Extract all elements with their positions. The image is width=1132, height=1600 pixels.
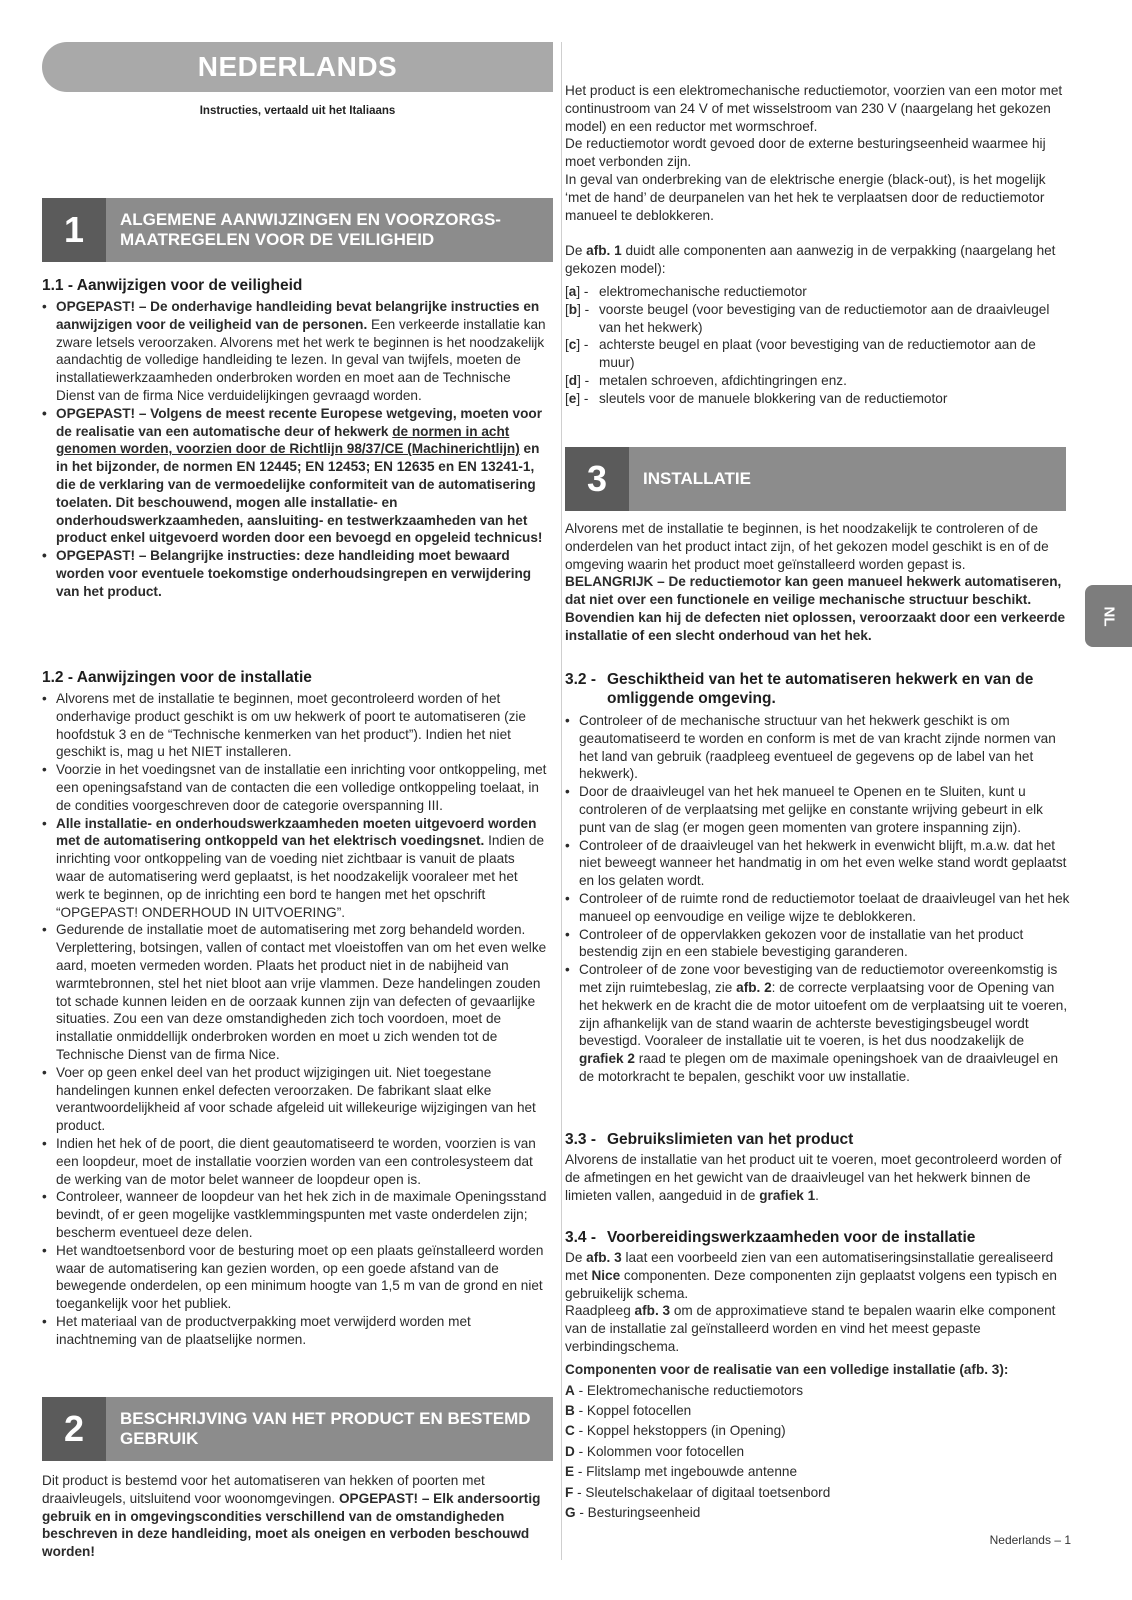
list-item: • Controleer of de mechanische structuur van het hekwerk geschikt is om geautomatiseerd te worden en conform is met de van kracht zijnde normen van het land van gebruik (raadpleeg eventueel de gegevens op de label van het hekwerk). [565,712,1070,783]
parts-key: [e] - [565,390,589,406]
chapter-number: 1 [42,198,106,262]
section-heading: 3.2 - Geschiktheid van het te automatiseren hekwerk en van de omliggende omgeving. [565,671,1034,707]
parts-text: metalen schroeven, afdichtingringen enz. [599,372,847,388]
component-item: G - Besturingseenheid [565,1505,701,1521]
chapter-3-header [565,447,1066,511]
list-item: • OPGEPAST! – Belangrijke instructies: deze handleiding moet bewaard worden voor eventuele toekomstige onderhoudsingrepen en verwijdering van het product. [42,547,547,600]
language-side-tab: NL [1085,585,1132,647]
chapter-1-header [42,198,553,262]
component-key: E [565,1464,575,1480]
list-item: • Het materiaal van de productverpakking moet verwijderd worden met inachtneming van de plaatselijke normen. [42,1313,547,1349]
chapter-number: 2 [42,1397,106,1461]
component-item: A - Elektromechanische reductiemotors [565,1382,804,1398]
section-3-2 [565,670,1070,1086]
column-separator [561,42,562,1560]
parts-key: [d] - [565,372,590,388]
component-key: A [565,1382,575,1398]
parts-key: [b] - [565,301,590,317]
chapter-2-header [42,1397,553,1461]
section-1-2 [42,668,547,1348]
list-item: • Controleer of de zone voor bevestiging van de reductiemotor overeenkomstig is met zijn ruimtebeslag, zie afb. 2: de correcte verplaatsing voor de Opening van het hekwerk en de kracht die de motor uitoefent om de verplaatsing uit te voeren, zijn afhankelijk van de stand waarin de achterste bevestigingsbeugel wordt bevestigd. Vooraleer de installatie uit te voeren, is het dus noodzakelijk de grafiek 2 raad te plegen om de maximale openingshoek van de draaivleugel en de motorkracht te bepalen, geschikt voor uw installatie. [565,961,1070,1086]
chapter-title: ALGEMENE AANWIJZINGEN EN VOORZORGSMAATREGELEN VOOR DE VEILIGHEID [120,210,501,249]
component-text: Besturingseenheid [587,1505,701,1521]
section-3-3 [565,1130,1070,1204]
parts-text: voorste beugel (voor bevestiging van de reductiemotor aan de draaivleugel van het hekwerk) [599,301,1050,335]
list-item: • OPGEPAST! – Volgens de meest recente Europese wetgeving, moeten voor de realisatie van een automatische deur of hekwerk de normen in acht genomen worden, voorzien door de Richtlijn 98/37/CE (Machinerichtlijn) en in het bijzonder, de normen EN 12445; EN 12453; EN 12635 en EN 13241-1, die de verklaring van de vermoedelijke conformiteit van de automatisering toelaten. Dit beschouwend, mogen alle installatie- en onderhoudswerkzaamheden, aansluiting- en testwerkzaamheden van het product enkel uitgevoerd worden door een bevoegd en opgeleid technicus! [42,405,547,547]
parts-item [565,301,1070,337]
parts-text: elektromechanische reductiemotor [599,283,807,299]
chapter-title: INSTALLATIE [643,469,751,488]
component-key: C [565,1423,575,1439]
list-item: • Gedurende de installatie moet de automatisering met zorg behandeld worden. Verplettering, botsingen, vallen of contact met vloeistoffen van om het even welke aard, moeten vermeden worden. Plaats het product niet in de nabijheid van warmtebronnen, stel het niet bloot aan vrije vlammen. Deze handelingen zouden tot schade kunnen leiden en de oorzaak kunnen zijn van defecten of gevaarlijke situaties. Zou een van deze omstandigheden zich toch voordoen, moet de installatie onmiddellijk onderbroken worden en moet u zich wenden tot de Technische Dienst van de firma Nice. [42,921,547,1063]
list-item: • Controleer of de draaivleugel van het hekwerk in evenwicht blijft, m.a.w. dat het niet beweegt wanneer het handmatig in om het even welke stand wordt geplaatst en los gelaten wordt. [565,837,1070,890]
list-item: • Voer op geen enkel deel van het product wijzigingen uit. Niet toegestane handelingen kunnen enkel defecten veroorzaken. De fabrikant slaat elke verantwoordelijkheid af voor schade afgeleid uit willekeurige wijzigingen van het product. [42,1064,547,1135]
list-item: • Alle installatie- en onderhoudswerkzaamheden moeten uitgevoerd worden met de automatisering ontkoppeld van het elektrisch voedingsnet. Indien de inrichting voor ontkoppeling van de voeding niet zichtbaar is vanuit de plaats waar de automatisering werd geplaatst, is het noodzakelijk vooraleer met het werk te beginnen, op de inrichting een bord te hangen met het opschrift “OPGEPAST! ONDERHOUD IN UITVOERING”. [42,815,547,922]
section-heading: 3.3 - Gebruikslimieten van het product [565,1131,854,1148]
component-item: F - Sleutelschakelaar of digitaal toetsenbord [565,1484,831,1500]
paragraph: Dit product is bestemd voor het automatiseren van hekken of poorten met draaivleugels, uitsluitend voor woonomgevingen. OPGEPAST! – Elk andersoortig gebruik en in omgevingscondities verschillend van de omstandigheden beschreven in deze handleiding, moet als oneigen en verboden beschouwd worden! [42,1473,541,1560]
component-text: Koppel hekstoppers (in Opening) [586,1423,786,1439]
components-heading: Componenten voor de realisatie van een volledige installatie (afb. 3): [565,1361,1009,1377]
language-banner [42,42,553,92]
paragraph: De reductiemotor wordt gevoed door de externe besturingseenheid waarmee hij moet verbonden zijn. [565,136,1046,170]
section-3-4 [565,1228,1070,1523]
parts-key: [a] - [565,283,589,299]
section-heading: 3.4 - Voorbereidingswerkzaamheden voor de installatie [565,1229,976,1246]
component-key: F [565,1484,574,1500]
parts-item [565,372,1070,390]
component-item: B - Koppel fotocellen [565,1402,692,1418]
parts-text: achterste beugel en plaat (voor bevestiging van de reductiemotor aan de muur) [599,337,1036,371]
paragraph: In geval van onderbreking van de elektrische energie (black-out), is het mogelijk ‘met de hand’ de deurpanelen van het hek te verplaatsen door de reductiemotor manueel te deblokkeren. [565,171,1046,223]
important-note: BELANGRIJK – De reductiemotor kan geen manueel hekwerk automatiseren, dat niet over een functionele en veilige mechanische structuur beschikt. Bovendien kan hij de defecten niet oplossen, veroorzaakt door een verkeerde installatie of een slecht onderhoud van het hek. [565,574,1066,643]
parts-item [565,390,1070,408]
component-item: C - Koppel hekstoppers (in Opening) [565,1423,786,1439]
list-item: • Controleer of de ruimte rond de reductiemotor toelaat de draaivleugel van het hek manueel op eenvoudige en veilige wijze te deblokkeren. [565,890,1070,926]
component-text: Kolommen voor fotocellen [586,1443,745,1459]
component-key: D [565,1443,575,1459]
parts-key: [c] - [565,337,589,353]
section-heading: 1.2 - Aanwijzingen voor de installatie [42,669,312,686]
paragraph: Het product is een elektromechanische reductiemotor, voorzien van een motor met continustroom van 24 V of met wisselstroom van 230 V (naargelang het gekozen model) en een reductor met wormschroef. [565,83,1063,134]
paragraph: Raadpleeg afb. 3 om de approximatieve stand te bepalen waarin elke component van de installatie zal geïnstalleerd worden en vind het meest gepaste verbindingschema. [565,1303,1056,1354]
page-footer: Nederlands – 1 [989,1533,1071,1547]
component-item: D - Kolommen voor fotocellen [565,1443,745,1459]
list-item: • Controleer, wanneer de loopdeur van het hek zich in de maximale Openingsstand bevindt, of er geen mogelijke vastklemmingspunten met vaste onderdelen zijn; bescherm eventueel deze delen. [42,1188,547,1241]
list-item: • Het wandtoetsenbord voor de besturing moet op een plaats geïnstalleerd worden waar de automatisering kan gezien worden, op een goede afstand van de bewegende onderdelen, op een minimum hoogte van 1,5 m van de grond en niet toegankelijk voor het publiek. [42,1242,547,1313]
paragraph: Alvorens met de installatie te beginnen, is het noodzakelijk te controleren of de onderdelen van het product intact zijn, of het gekozen model geschikt is en of de omgeving waarin het product moet geïnstalleerd worden gepast is. [565,521,1049,572]
section-2-body [565,42,1070,408]
list-item: • Indien het hek of de poort, die dient geautomatiseerd te worden, voorzien is van een loopdeur, moet de installatie voorzien worden van een controlesysteem dat de werking van de motor belet wanneer de loopdeur open is. [42,1135,547,1188]
paragraph: De afb. 3 laat een voorbeeld zien van een automatiseringsinstallatie gerealiseerd met Nice componenten. Deze componenten zijn geplaatst volgens een typisch en gebruikelijk schema. [565,1250,1057,1301]
parts-item [565,283,1070,301]
parts-list [565,283,1070,408]
component-text: Flitslamp met ingebouwde antenne [586,1464,798,1480]
section-1-1 [42,276,547,601]
section-heading: 1.1 - Aanwijzigen voor de veiligheid [42,277,303,294]
component-key: B [565,1402,575,1418]
paragraph: De afb. 1 duidt alle componenten aan aanwezig in de verpakking (naargelang het gekozen model): [565,243,1056,277]
parts-item [565,336,1070,372]
list-item: • Alvorens met de installatie te beginnen, moet gecontroleerd worden of het onderhavige product geschikt is om uw hekwerk of poort te automatiseren (zie hoofdstuk 3 en de “Technische kenmerken van het product”). Indien het niet geschikt is, mag u het NIET installeren. [42,690,547,761]
list-item: • OPGEPAST! – De onderhavige handleiding bevat belangrijke instructies en aanwijzigen voor de veiligheid van de personen. Een verkeerde installatie kan zware letsels veroorzaken. Alvorens met het werk te beginnen is het noodzakelijk aandachtig de volledige handleiding te lezen. In geval van twijfels, moeten de installatiewerkzaamheden onderbroken worden en moet aan de Technische Dienst van de firma Nice verduidelijkingen gevraagd worden. [42,298,547,405]
component-text: Koppel fotocellen [586,1402,692,1418]
list-item: • Voorzie in het voedingsnet van de installatie een inrichting voor ontkoppeling, met een openingsafstand van de contacten die een volledige ontkoppeling toelaat, in de condities voorgeschreven door de categorie overspanning III. [42,761,547,814]
component-text: Sleutelschakelaar of digitaal toetsenbord [585,1484,831,1500]
language-title: NEDERLANDS [197,51,398,82]
components-list [565,1381,1070,1524]
section-3-intro [565,520,1070,645]
component-key: G [565,1505,576,1521]
translation-note: Instructies, vertaald uit het Italiaans [199,105,396,117]
list-item: • Door de draaivleugel van het hek manueel te Openen en te Sluiten, kunt u controleren of de verplaatsing met gelijke en constante wrijving gebeurt in elk punt van de slag (er mogen geen momenten van grotere inspanning zijn). [565,783,1070,836]
list-item: • Controleer of de oppervlakken gekozen voor de installatie van het product bestendig zijn en een stabiele bevestiging garanderen. [565,926,1070,962]
paragraph: Alvorens de installatie van het product uit te voeren, moet gecontroleerd worden of de afmetingen en het gewicht van de draaivleugel van het hekwerk binnen de limieten vallen, aangeduid in de grafiek 1. [565,1152,1062,1203]
component-item: E - Flitslamp met ingebouwde antenne [565,1464,798,1480]
parts-text: sleutels voor de manuele blokkering van de reductiemotor [599,390,948,406]
component-text: Elektromechanische reductiemotors [586,1382,804,1398]
chapter-number: 3 [565,447,629,511]
section-2-intro [42,1472,547,1561]
chapter-title: BESCHRIJVING VAN HET PRODUCT EN BESTEMD GEBRUIK [120,1409,531,1448]
